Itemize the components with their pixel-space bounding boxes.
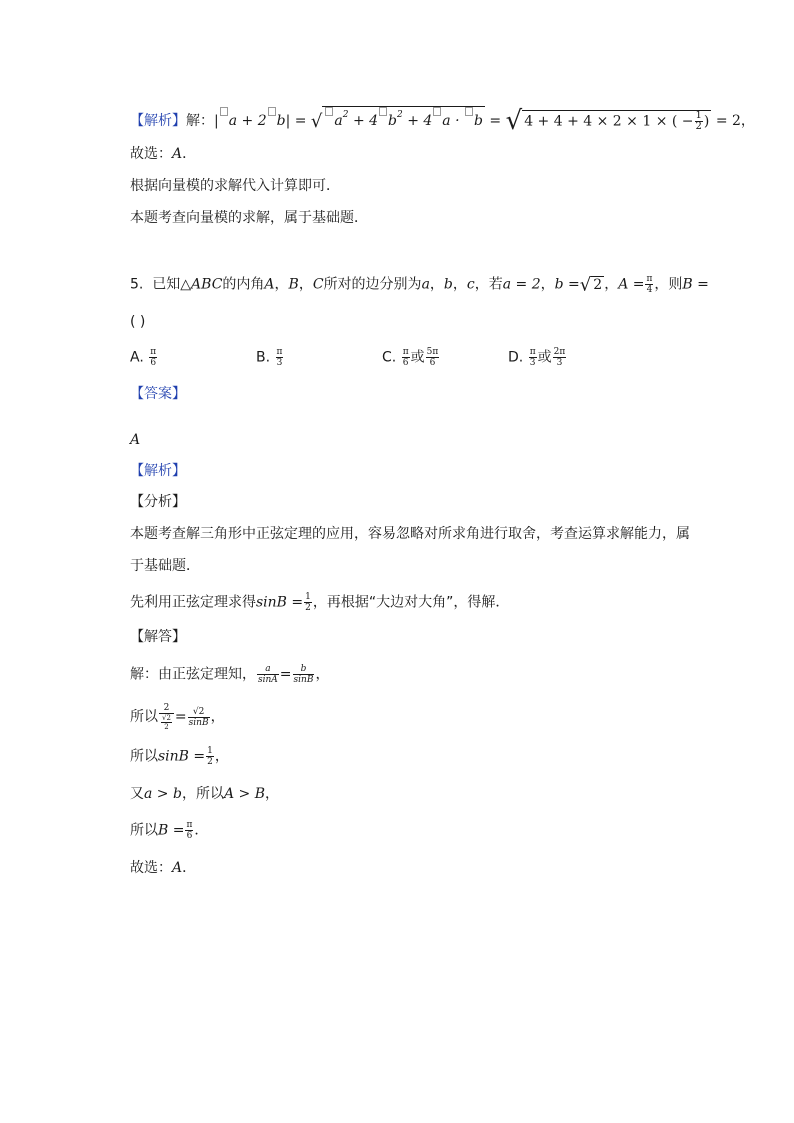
jieda-tag: 【解答】 (130, 629, 186, 645)
option-b[interactable]: B. $\frac{\pi}{3}$ (256, 347, 283, 368)
jiexi-tag: 【解析】 (130, 113, 186, 129)
question-5-stem: 5. 已知△ABC的内角A，B，C所对的边分别为a，b，c，若a = 2，b =√ 2 ，A = $\frac{\pi}{4}$ ，则B = (130, 274, 709, 296)
fenxi-text-1: 本题考查解三角形中正弦定理的应用，容易忽略对所求角进行取舍，考查运算求解能力，属 (130, 526, 690, 542)
vector-norm-expression: | a + 2 b| = (214, 113, 306, 129)
step-1: 解：由正弦定理知， $\frac{a}{\sin A}$ = $\frac{b}{\sin B}$ ， (130, 664, 330, 685)
step-5: 所以B = $\frac{\pi}{6}$ ． (130, 820, 209, 841)
answer-tag: 【答案】 (130, 386, 186, 402)
prev-hint: 根据向量模的求解代入计算即可． (130, 178, 340, 194)
prev-conclusion: 故选：A． (130, 146, 197, 162)
option-d[interactable]: D. $\frac{\pi}{3}$ 或 $\frac{2\pi}{3}$ (508, 347, 566, 368)
option-a[interactable]: A. $\frac{\pi}{6}$ (130, 347, 157, 368)
prev-summary: 本题考查向量模的求解，属于基础题． (130, 210, 368, 226)
jiexi-tag-q5: 【解析】 (130, 463, 186, 479)
prev-solution-line: 【解析】解：| a + 2 b| = √ $a^2 + 4$ $b^2 + 4$ a · b = √ 4 + 4 + 4 × 2 × 1 × ( − $\frac{1}{2}$ ) = 2， (130, 106, 755, 136)
step-4: 又a > b，所以A > B， (130, 786, 279, 802)
sqrt-expression-vectors: $a^2 + 4$ $b^2 + 4$ a · b (322, 106, 485, 129)
step-3: 所以sinB = $\frac{1}{2}$ ， (130, 746, 229, 767)
answer-value: A (130, 432, 141, 448)
fenxi-text-2: 于基础题． (130, 558, 200, 574)
question-5-paren: ( ) (130, 314, 146, 330)
final-answer: 故选：A． (130, 860, 197, 876)
plan-line: 先利用正弦定理求得sinB = $\frac{1}{2}$ ，再根据“大边对大角”，得解． (130, 592, 510, 613)
step-2: 所以 $\frac{2}{\frac{√2}{2}}$ = $\frac{√2}{\sin B}$ ， (130, 703, 225, 731)
sqrt-expression-numeric: 4 + 4 + 4 × 2 × 1 × ( − $\frac{1}{2}$ ) (524, 109, 710, 132)
jie-label: 解： (186, 113, 214, 129)
fenxi-tag: 【分析】 (130, 494, 186, 510)
question-number: 5. (130, 276, 144, 293)
option-c[interactable]: C. $\frac{\pi}{6}$ 或 $\frac{5\pi}{6}$ (382, 347, 439, 368)
